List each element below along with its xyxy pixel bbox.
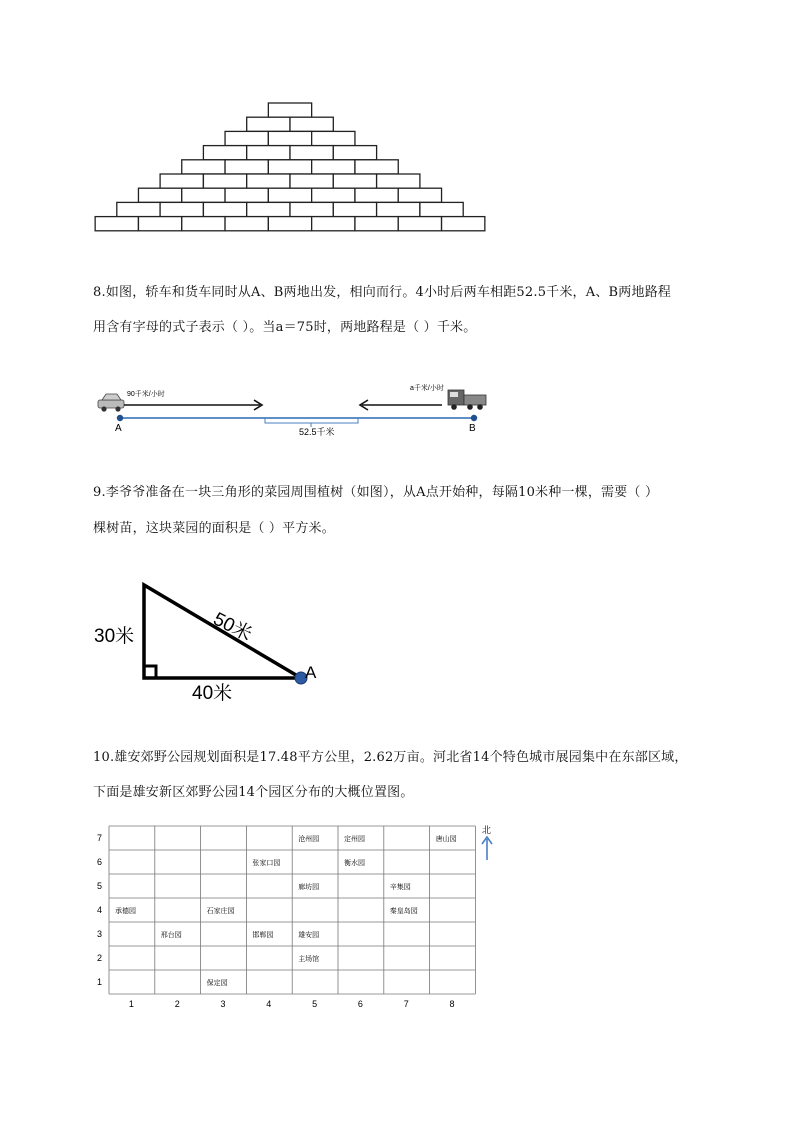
- brick: [160, 202, 203, 216]
- brick: [333, 146, 376, 160]
- brick: [117, 202, 160, 216]
- map-y-label: 2: [97, 953, 103, 963]
- map-park-label: 辛集园: [389, 883, 411, 891]
- brick: [333, 174, 376, 188]
- q9-text-line1: 9.李爷爷准备在一块三角形的菜园周围植树（如图），从A点开始种，每隔10米种一棵，需要（ ）: [93, 485, 659, 500]
- map-park-label: 保定园: [206, 979, 228, 987]
- brick: [182, 160, 225, 174]
- map-park-label: 衡水园: [344, 859, 365, 867]
- car-speed-label: 90千米/小时: [127, 391, 165, 398]
- map-park-label: 承德园: [115, 907, 136, 915]
- brick: [355, 160, 398, 174]
- brick: [377, 174, 420, 188]
- map-park-label: 主场馆: [298, 955, 320, 963]
- q10-park-map: [90, 820, 510, 1015]
- brick: [290, 117, 333, 131]
- point-a-label: A: [115, 423, 122, 434]
- map-park-label: 廊坊园: [298, 883, 320, 891]
- map-park-label: 沧州园: [298, 835, 320, 843]
- brick: [225, 160, 268, 174]
- map-x-label: 4: [266, 999, 272, 1009]
- q9-text-line2: 棵树苗，这块菜园的面积是（ ）平方米。: [93, 521, 335, 536]
- truck-icon: [448, 390, 486, 410]
- map-park-label: 唐山园: [435, 835, 457, 843]
- map-park-label: 石家庄园: [206, 907, 235, 915]
- brick: [290, 202, 333, 216]
- brick-pyramid-figure: [90, 98, 490, 238]
- brick: [268, 131, 311, 145]
- map-x-label: 2: [174, 999, 180, 1009]
- point-b-label: B: [469, 423, 476, 434]
- map-park-label: 雄安园: [298, 931, 320, 939]
- brick: [312, 188, 355, 202]
- brick: [247, 117, 290, 131]
- map-x-label: 8: [449, 999, 455, 1009]
- car-icon: [98, 394, 124, 412]
- truck-speed-label: a千米/小时: [410, 385, 444, 392]
- brick: [290, 146, 333, 160]
- map-park-label: 秦皇岛园: [389, 907, 418, 915]
- brick: [268, 217, 311, 231]
- brick: [290, 174, 333, 188]
- brick: [182, 188, 225, 202]
- vertex-a-label: A: [305, 663, 317, 682]
- brick: [225, 217, 268, 231]
- brick: [138, 188, 181, 202]
- brick: [420, 202, 463, 216]
- map-park-label: 定州园: [344, 835, 365, 843]
- brick: [160, 174, 203, 188]
- side-base-label: 40米: [192, 683, 233, 704]
- map-x-label: 3: [220, 999, 226, 1009]
- map-x-label: 1: [128, 999, 134, 1009]
- map-y-label: 7: [97, 833, 103, 843]
- brick: [203, 146, 246, 160]
- brick: [312, 160, 355, 174]
- map-park-label: 邢台园: [160, 931, 182, 939]
- map-park-label: 张家口园: [252, 859, 281, 867]
- q10-text-line2: 下面是雄安新区郊野公园14个园区分布的大概位置图。: [93, 785, 414, 800]
- map-y-label: 5: [97, 881, 103, 891]
- brick: [95, 217, 138, 231]
- brick: [268, 188, 311, 202]
- brick: [225, 131, 268, 145]
- q9-triangle-figure: [90, 575, 330, 710]
- q8-route-figure: [90, 378, 500, 440]
- brick: [203, 174, 246, 188]
- map-y-label: 3: [97, 929, 103, 939]
- brick: [203, 202, 246, 216]
- map-park-label: 邯郸园: [252, 931, 274, 939]
- north-label: 北: [482, 825, 492, 835]
- brick: [355, 217, 398, 231]
- map-x-label: 6: [357, 999, 363, 1009]
- brick: [377, 202, 420, 216]
- brick: [398, 188, 441, 202]
- map-y-label: 1: [97, 977, 103, 987]
- brick: [312, 217, 355, 231]
- map-y-label: 6: [97, 857, 103, 867]
- north-arrow-icon: [482, 837, 492, 860]
- map-x-label: 5: [312, 999, 318, 1009]
- brick: [225, 188, 268, 202]
- brick: [138, 217, 181, 231]
- brick: [312, 131, 355, 145]
- brick: [247, 202, 290, 216]
- map-y-label: 4: [97, 905, 103, 915]
- side-hypotenuse-label: 50米: [209, 608, 256, 646]
- brick: [268, 160, 311, 174]
- q8-text-line1: 8.如图，轿车和货车同时从A、B两地出发，相向而行。4小时后两车相距52.5千米，A、B两地路程: [93, 285, 672, 300]
- brick: [333, 202, 376, 216]
- brick: [268, 103, 311, 117]
- map-x-label: 7: [403, 999, 409, 1009]
- side-vertical-label: 30米: [94, 626, 135, 647]
- brick: [442, 217, 485, 231]
- brick: [247, 174, 290, 188]
- brick: [398, 217, 441, 231]
- gap-label: 52.5千米: [299, 427, 335, 437]
- brick: [355, 188, 398, 202]
- q8-text-line2: 用含有字母的式子表示（ ）。当a＝75时，两地路程是（ ）千米。: [93, 320, 477, 335]
- brick: [247, 146, 290, 160]
- q10-text-line1: 10.雄安郊野公园规划面积是17.48平方公里，2.62万亩。河北省14个特色城市展园集中在东部区域，: [93, 750, 688, 765]
- brick: [182, 217, 225, 231]
